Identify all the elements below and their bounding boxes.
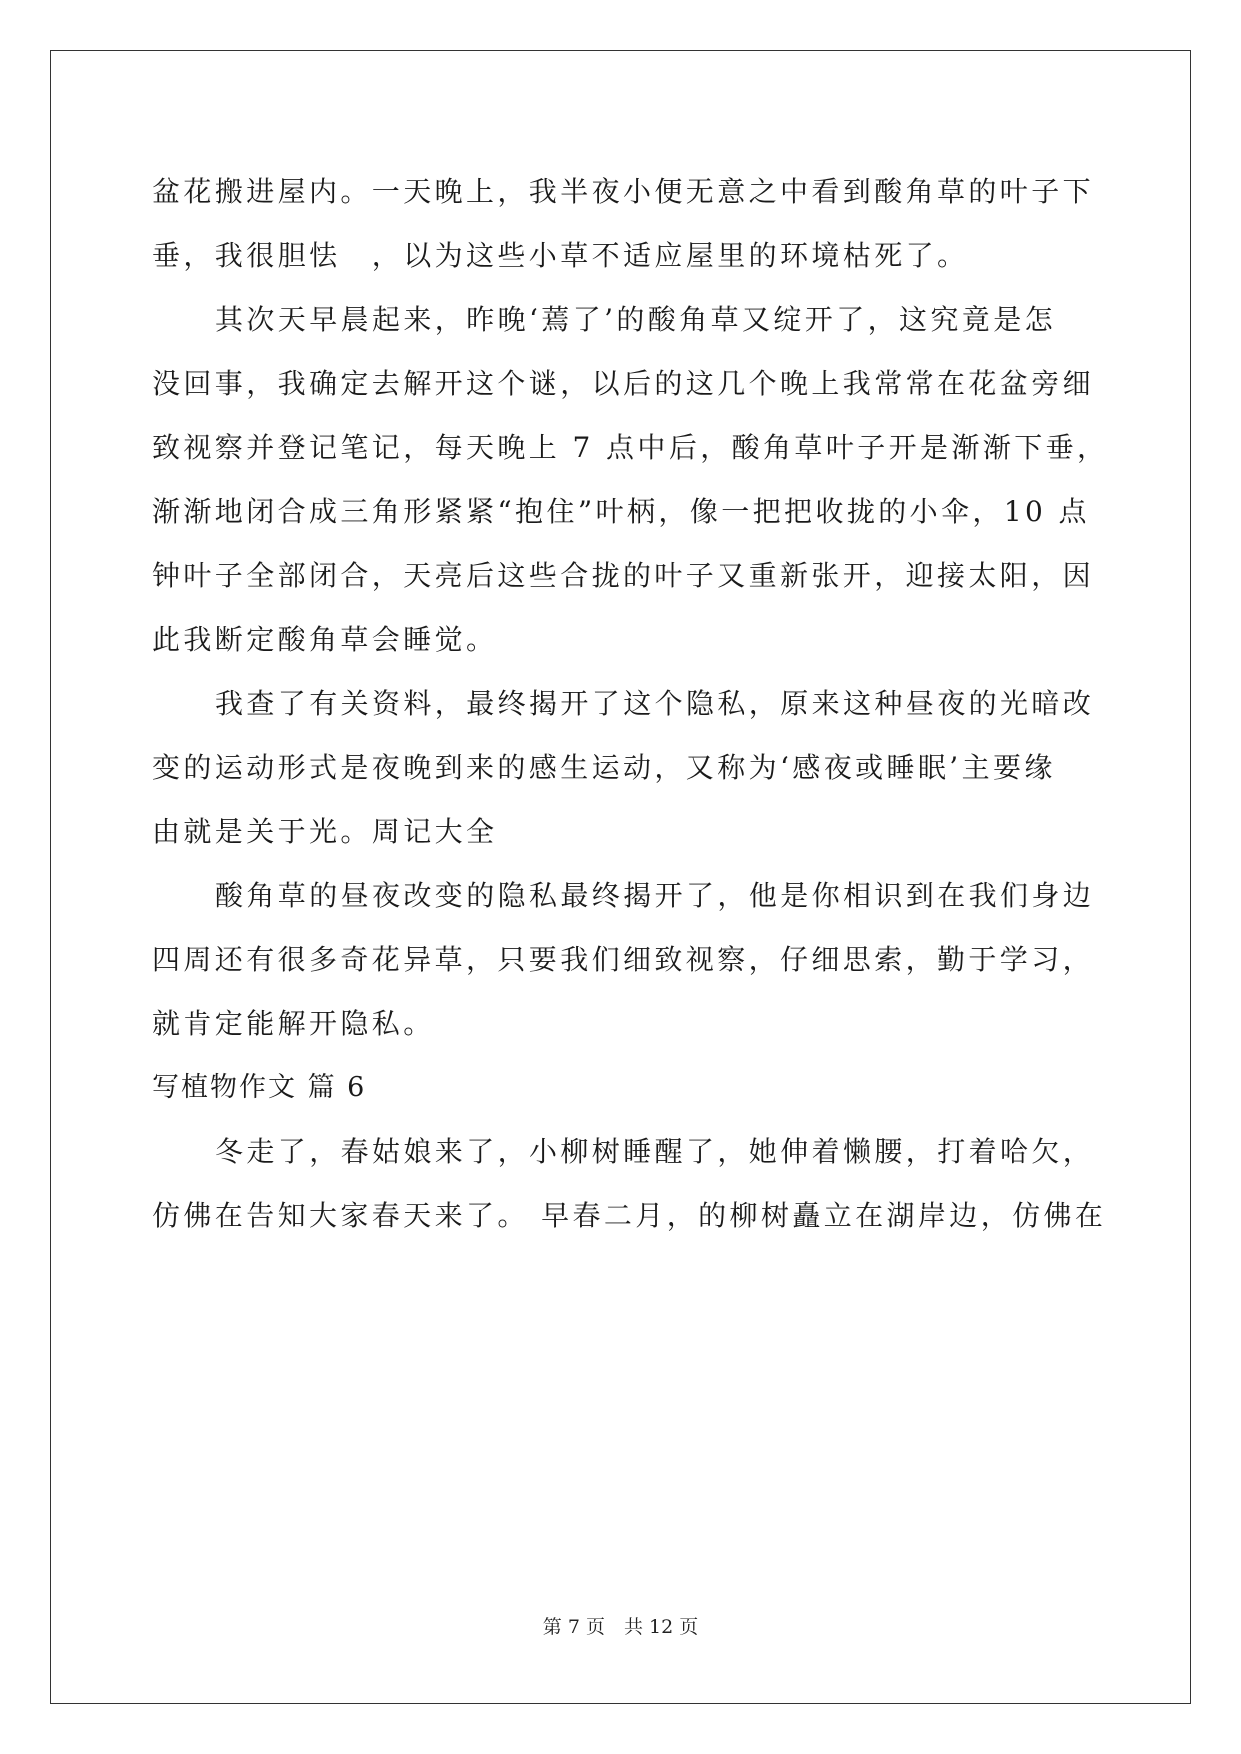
paragraph-line: 盆花搬进屋内。一天晚上，我半夜小便无意之中看到酸角草的叶子下 — [152, 175, 1095, 208]
paragraph-line: 此我断定酸角草会睡觉。 — [152, 623, 498, 656]
document-body — [152, 160, 1109, 1248]
section-heading: 写植物作文 篇 6 — [152, 1072, 367, 1103]
paragraph-line: 四周还有很多奇花异草，只要我们细致视察，仔细思索，勤于学习， — [152, 943, 1095, 976]
paragraph-line: 渐渐地闭合成三角形紧紧“抱住”叶柄，像一把把收拢的小伞，10 点 — [152, 495, 1090, 528]
paragraph-line: 仿佛在告知大家春天来了。 早春二月，的柳树矗立在湖岸边，仿佛在 — [152, 1199, 1107, 1232]
paragraph-line: 变的运动形式是夜晚到来的感生运动，又称为‘感夜或睡眠’主要缘 — [152, 751, 1056, 784]
paragraph-line: 其次天早晨起来，昨晚‘蔫了’的酸角草又绽开了，这究竟是怎 — [215, 303, 1057, 336]
page-number: 第 7 页 共 12 页 — [542, 1616, 699, 1638]
paragraph-line: 冬走了，春姑娘来了，小柳树睡醒了，她伸着懒腰，打着哈欠， — [215, 1135, 1095, 1168]
paragraph-line: 没回事，我确定去解开这个谜，以后的这几个晚上我常常在花盆旁细 — [152, 367, 1095, 400]
paragraph-line: 致视察并登记笔记，每天晚上 7 点中后，酸角草叶子开是渐渐下垂， — [152, 431, 1109, 464]
paragraph-line: 酸角草的昼夜改变的隐私最终揭开了，他是你相识到在我们身边 — [215, 879, 1095, 912]
paragraph-line: 钟叶子全部闭合，天亮后这些合拢的叶子又重新张开，迎接太阳，因 — [152, 559, 1095, 592]
paragraph-line: 由就是关于光。周记大全 — [152, 815, 498, 848]
paragraph-line: 就肯定能解开隐私。 — [152, 1007, 435, 1040]
paragraph-line: 我查了有关资料，最终揭开了这个隐私，原来这种昼夜的光暗改 — [215, 687, 1095, 720]
paragraph-line: 垂，我很胆怯 ，以为这些小草不适应屋里的环境枯死了。 — [152, 239, 969, 272]
